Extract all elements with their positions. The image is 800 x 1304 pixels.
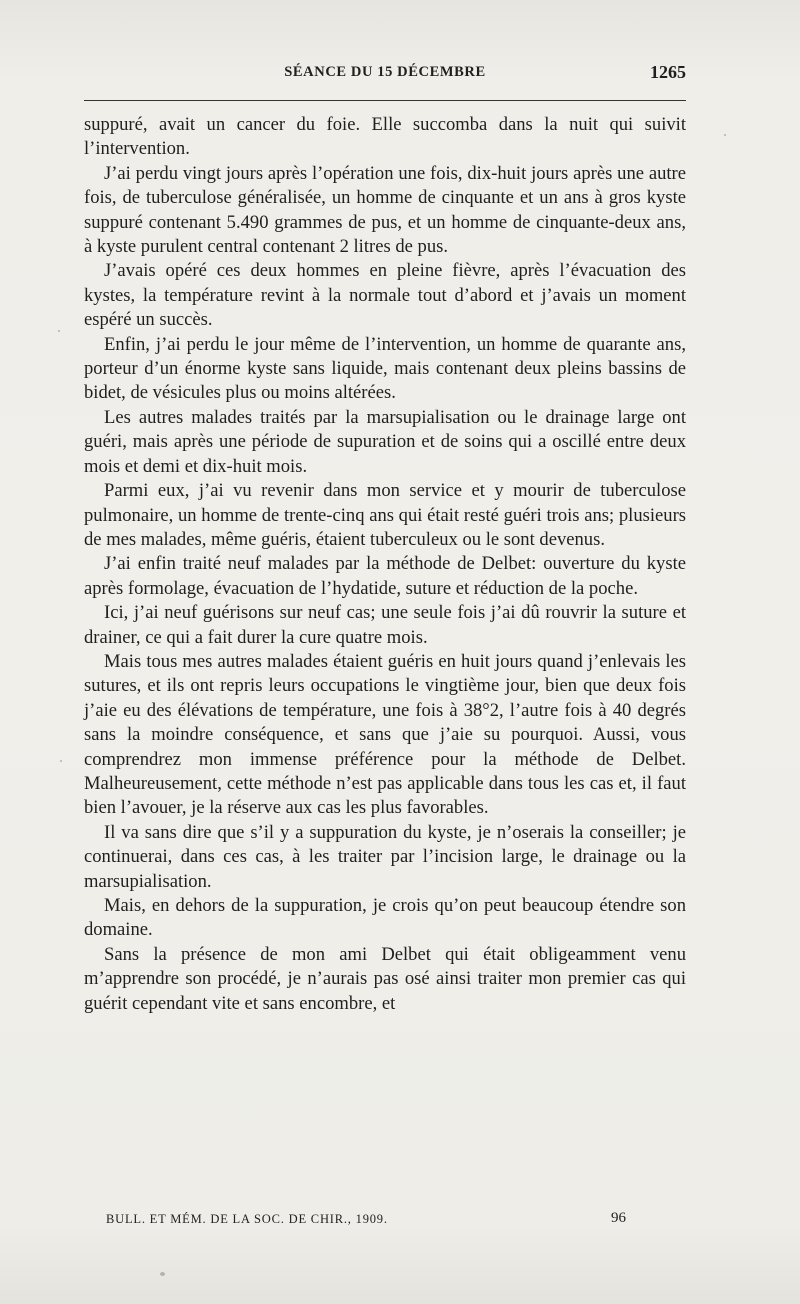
header-rule bbox=[84, 100, 686, 101]
paragraph: Parmi eux, j’ai vu revenir dans mon service et y mourir de tuberculose pulmonaire, un homme de trente-cinq ans qui était resté guéri trois ans; plusieurs de mes malades, même guéris, étaient tuberculeux ou le sont devenus. bbox=[84, 480, 686, 550]
body-text bbox=[84, 113, 686, 1016]
paper-speck bbox=[58, 330, 60, 332]
paragraph: Mais tous mes autres malades étaient guéris en huit jours quand j’enlevais les sutures, et ils ont repris leurs occupations le vingtième jour, bien que deux fois j’aie eu des élévations de température, une fois à 38°2, l’autre fois à 40 degrés sans la moindre conséquence, et sans que j’aie su pourquoi. Aussi, vous comprendrez mon immense préférence pour la méthode de Delbet. Malheureusement, cette méthode n’est pas applicable dans tous les cas et, il faut bien l’avouer, je la réserve aux cas les plus favorables. bbox=[84, 650, 686, 819]
paragraph: Il va sans dire que s’il y a suppuration du kyste, je n’oserais la conseiller; je continuerai, dans ces cas, à les traiter par l’incision large, le drainage ou la marsupialisation. bbox=[84, 821, 686, 892]
paper-speck bbox=[724, 134, 726, 136]
signature-mark: 96 bbox=[611, 1210, 626, 1226]
paragraph: Les autres malades traités par la marsupialisation ou le drainage large ont guéri, mais après une période de supuration et de soins qui a oscillé entre deux mois et demi et dix-huit mois. bbox=[84, 406, 686, 477]
page-number: 1265 bbox=[650, 62, 686, 82]
paragraph: Mais, en dehors de la suppuration, je crois qu’on peut beaucoup étendre son domaine. bbox=[84, 895, 686, 941]
paragraph: J’avais opéré ces deux hommes en pleine fièvre, après l’évacuation des kystes, la température revint à la normale tout d’abord et j’avais un moment espéré un succès. bbox=[84, 260, 686, 331]
running-title: SÉANCE DU 15 DÉCEMBRE bbox=[284, 64, 486, 80]
paragraph: J’ai enfin traité neuf malades par la méthode de Delbet: ouverture du kyste après formolage, évacuation de l’hydatide, suture et réduction de la poche. bbox=[84, 553, 686, 599]
running-header bbox=[84, 62, 686, 84]
paper-speck bbox=[160, 1272, 165, 1276]
paragraph: Enfin, j’ai perdu le jour même de l’intervention, un homme de quarante ans, porteur d’un énorme kyste sans liquide, mais contenant deux pleins bassins de bidet, de vésicules plus ou moins altérées. bbox=[84, 333, 686, 404]
paragraph: Sans la présence de mon ami Delbet qui était obligeamment venu m’apprendre son procédé, je n’aurais pas osé ainsi traiter mon premier cas qui guérit cependant vite et sans encombre, et bbox=[84, 943, 686, 1014]
paragraph: J’ai perdu vingt jours après l’opération une fois, dix-huit jours après une autre fois, de tuberculose généralisée, un homme de cinquante et un ans à gros kyste suppuré contenant 5.490 grammes de pus, et un homme de cinquante-deux ans, à kyste purulent central contenant 2 litres de pus. bbox=[84, 162, 686, 258]
paragraph: suppuré, avait un cancer du foie. Elle succomba dans la nuit qui suivit l’intervention. bbox=[84, 114, 686, 160]
paper-speck bbox=[60, 760, 62, 762]
footer-source: BULL. ET MÉM. DE LA SOC. DE CHIR., 1909. bbox=[106, 1212, 388, 1226]
paragraph: Ici, j’ai neuf guérisons sur neuf cas; une seule fois j’ai dû rouvrir la suture et drainer, ce qui a fait durer la cure quatre mois. bbox=[84, 602, 686, 648]
page-footer bbox=[106, 1212, 626, 1232]
